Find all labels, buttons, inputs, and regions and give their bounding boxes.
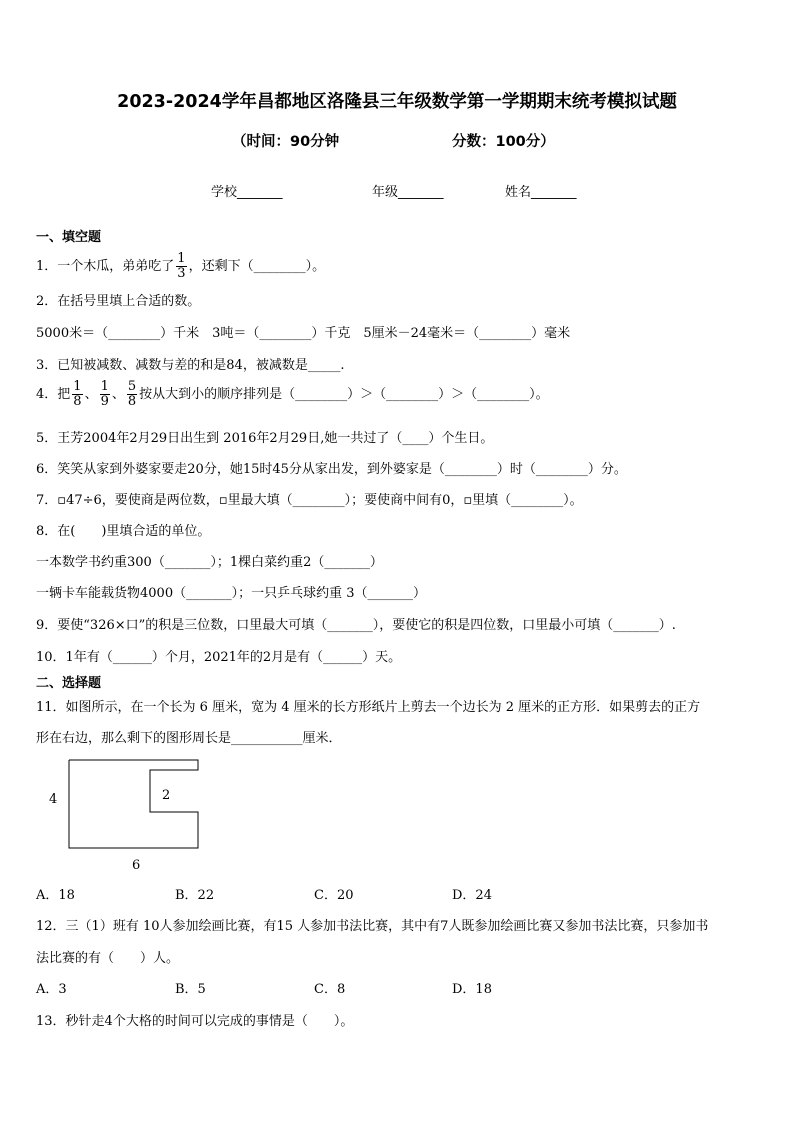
question-8-line-2: 一辆卡车能载货物4000（_______）；一只乒乓球约重 3（_______）	[36, 586, 426, 601]
question-3: 3．已知被减数、减数与差的和是84，被减数是_____.	[36, 358, 345, 373]
question-9: 9．要使“326×口”的积是三位数，口里最大可填（_______），要使它的积是四位数，口里最小可填（_______）.	[36, 618, 676, 633]
question-11-option-c[interactable]: C．20	[314, 888, 354, 903]
question-11-line-1: 11．如图所示，在一个长为 6 厘米，宽为 4 厘米的长方形纸片上剪去一个边长为 2 厘米的正方形．如果剪去的正方	[36, 700, 701, 715]
width-label: 6	[132, 858, 141, 873]
fraction-five-eighths: $\frac{5}{8}$	[127, 379, 137, 409]
fraction-one-ninth: $\frac{1}{9}$	[100, 379, 109, 409]
question-1	[36, 252, 325, 281]
separator: 、	[111, 387, 125, 402]
section-fill-blank-title: 一、填空题	[36, 230, 102, 245]
question-4	[36, 380, 549, 409]
question-11-line-2: 形在右边，那么剩下的图形周长是___________厘米．	[36, 731, 342, 746]
exam-time: （时间：90分钟	[232, 134, 340, 150]
question-1-prefix: 1．一个木瓜，弟弟吃了	[36, 259, 175, 274]
question-8: 8．在( )里填合适的单位。	[36, 524, 211, 539]
question-5: 5．王芳2004年2月29日出生到 2016年2月29日,她一共过了（____）个生日。	[36, 431, 494, 446]
question-12-option-b[interactable]: B．5	[175, 982, 206, 997]
question-4-suffix: 按从大到小的顺序排列是（________）＞（________）＞（________）。	[139, 387, 549, 402]
question-11-option-b[interactable]: B．22	[175, 888, 215, 903]
question-8-line-1: 一本数学书约重300（_______）；1棵白菜约重2（_______）	[36, 555, 383, 570]
question-6: 6．笑笑从家到外婆家要走20分，她15时45分从家出发，到外婆家是（________）时（________）分。	[36, 462, 627, 477]
section-choice-title: 二、选择题	[36, 676, 102, 691]
question-2: 2．在括号里填上合适的数。	[36, 294, 201, 309]
question-11-option-d[interactable]: D．24	[452, 888, 492, 903]
school-field: 学校_______	[211, 185, 283, 200]
question-12-line-1: 12．三（1）班有 10人参加绘画比赛，有15 人参加书法比赛，其中有7人既参加绘画比赛又参加书法比赛，只参加书	[36, 919, 709, 934]
question-13: 13．秒针走4个大格的时间可以完成的事情是（ ）。	[36, 1014, 354, 1029]
question-11-option-a[interactable]: A．18	[36, 888, 75, 903]
grade-field: 年级_______	[372, 185, 444, 200]
cut-rectangle-shape	[69, 760, 198, 848]
question-4-prefix: 4．把	[36, 387, 71, 402]
fraction-one-third: $\frac{1}{3}$	[177, 251, 186, 281]
question-12-line-2: 法比赛的有（ ）人。	[36, 951, 180, 966]
fraction-one-eighth: $\frac{1}{8}$	[73, 379, 82, 409]
question-12-option-d[interactable]: D．18	[452, 982, 492, 997]
question-10: 10．1年有（______）个月，2021年的2月是有（______）天。	[36, 650, 402, 665]
question-12-option-c[interactable]: C．8	[314, 982, 346, 997]
exam-score: 分数：100分）	[452, 134, 555, 150]
question-1-suffix: ，还剩下（________）。	[188, 259, 326, 274]
separator: 、	[84, 387, 98, 402]
question-11-figure	[40, 752, 220, 876]
page-title: 2023-2024学年昌都地区洛隆县三年级数学第一学期期末统考模拟试题	[117, 92, 677, 112]
question-7: 7．▫47÷6，要使商是两位数，▫里最大填（________）；要使商中间有0，▫里填（________）。	[36, 493, 583, 508]
question-2-units-line: 5000米＝（________）千米 3吨＝（________）千克 5厘米－24毫米＝（________）毫米	[36, 326, 571, 341]
question-12-option-a[interactable]: A．3	[36, 982, 67, 997]
name-field: 姓名_______	[505, 185, 577, 200]
square-label: 2	[162, 788, 171, 803]
height-label: 4	[49, 792, 58, 807]
